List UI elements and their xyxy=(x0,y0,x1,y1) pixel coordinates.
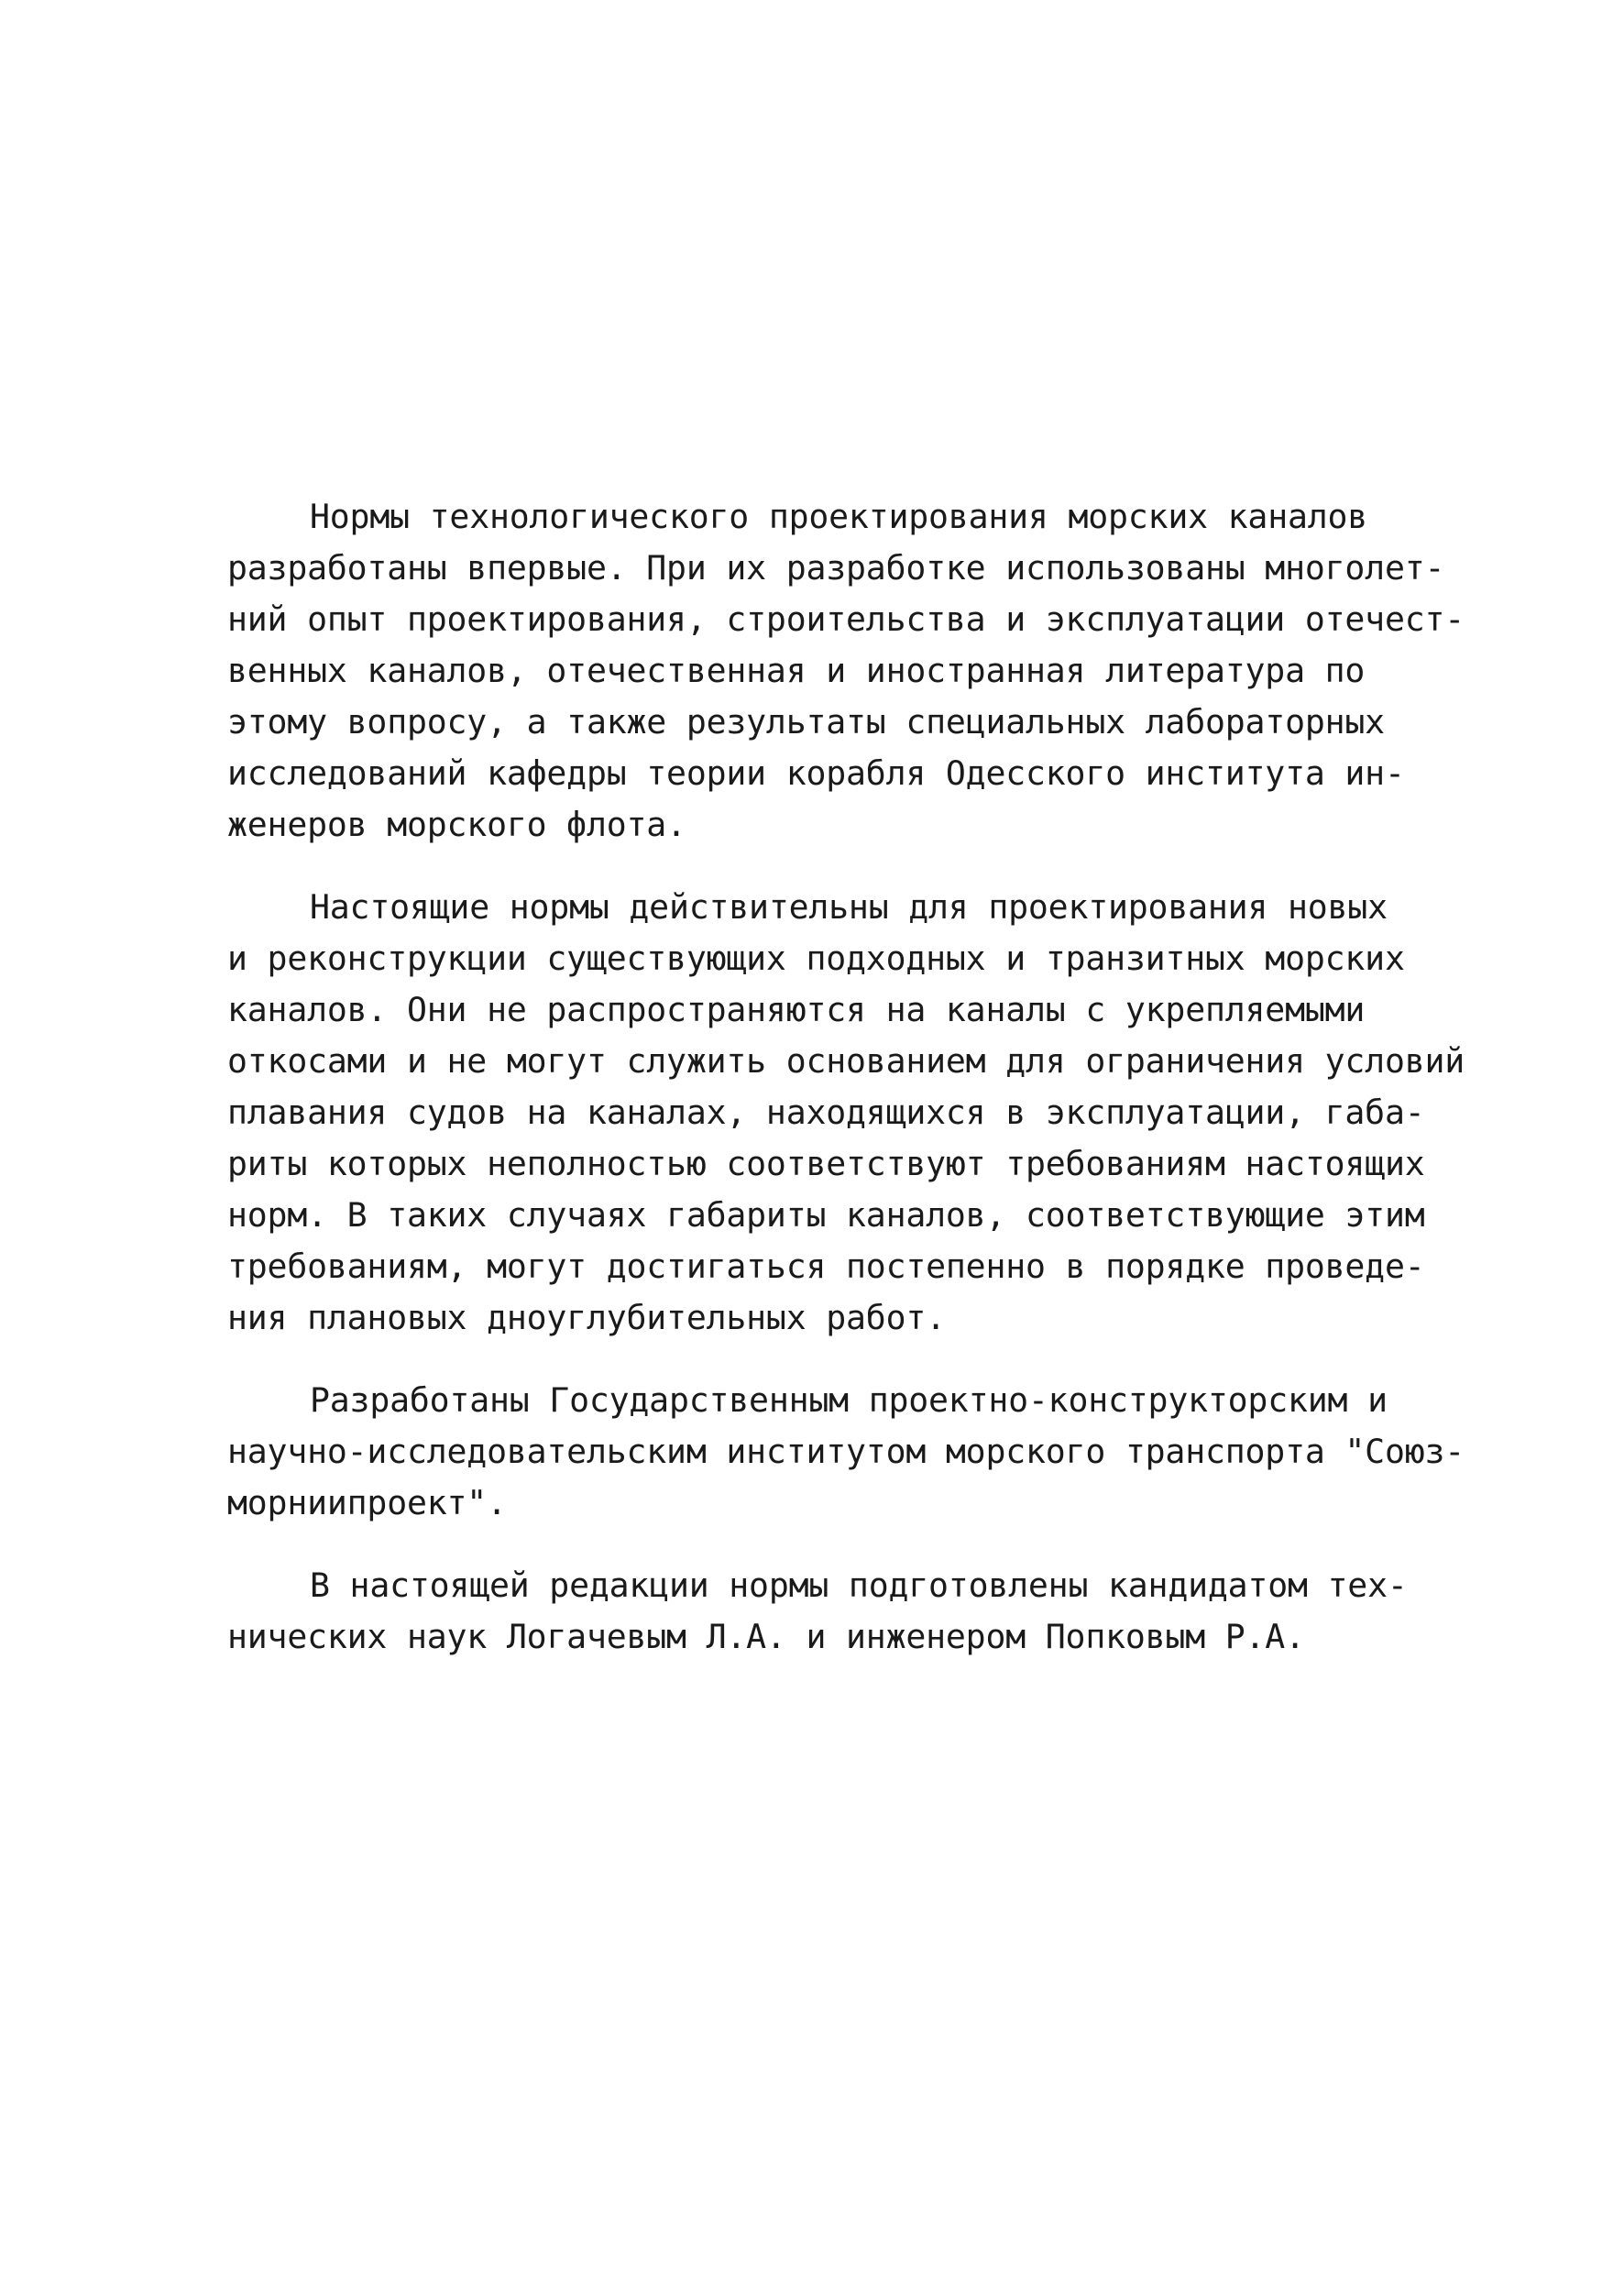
paragraph-2-line-8: требованиям, могут достигаться постепенно в порядке проведе- xyxy=(227,1247,1425,1286)
paragraph-1-line-4: венных каналов, отечественная и иностранная литература по xyxy=(227,651,1366,690)
paragraph-2-line-2: и реконструкции существующих подходных и транзитных морских xyxy=(227,939,1405,978)
paragraph-2-line-4: откосами и не могут служить основанием для ограничения условий xyxy=(227,1041,1465,1081)
paragraph-3-line-2: научно-исследовательским институтом морского транспорта "Союз- xyxy=(227,1432,1465,1471)
paragraph-1-line-5: этому вопросу, а также результаты специальных лабораторных xyxy=(227,702,1385,742)
paragraph-1-line-7: женеров морского флота. xyxy=(227,805,686,844)
paragraph-2-line-7: норм. В таких случаях габариты каналов, соответствующие этим xyxy=(227,1195,1425,1235)
document-body xyxy=(227,491,1565,1694)
paragraph-2 xyxy=(227,882,1565,1344)
paragraph-3-line-3: морниипроект". xyxy=(227,1483,507,1522)
paragraph-1-line-1: Нормы технологического проектирования морских каналов xyxy=(310,497,1368,536)
paragraph-2-line-9: ния плановых дноуглубительных работ. xyxy=(227,1298,946,1337)
paragraph-2-line-3: каналов. Они не распространяются на каналы с укрепляемыми xyxy=(227,990,1366,1029)
paragraph-2-line-6: риты которых неполностью соответствуют требованиям настоящих xyxy=(227,1144,1425,1183)
paragraph-2-line-1: Настоящие нормы действительны для проектирования новых xyxy=(310,887,1388,927)
paragraph-1-line-6: исследований кафедры теории корабля Одесского института ин- xyxy=(227,753,1405,793)
paragraph-2-line-5: плавания судов на каналах, находящихся в эксплуатации, габа- xyxy=(227,1093,1425,1132)
paragraph-1-line-3: ний опыт проектирования, строительства и эксплуатации отечест- xyxy=(227,599,1465,639)
paragraph-4 xyxy=(227,1560,1565,1663)
paragraph-4-line-1: В настоящей редакции нормы подготовлены кандидатом тех- xyxy=(310,1565,1408,1605)
paragraph-3 xyxy=(227,1375,1565,1529)
paragraph-1 xyxy=(227,491,1565,851)
paragraph-4-line-2: нических наук Логачевым Л.А. и инженером Попковым Р.А. xyxy=(227,1617,1305,1656)
paragraph-1-line-2: разработаны впервые. При их разработке использованы многолет- xyxy=(227,548,1445,588)
paragraph-3-line-1: Разработаны Государственным проектно-конструкторским и xyxy=(310,1380,1388,1420)
